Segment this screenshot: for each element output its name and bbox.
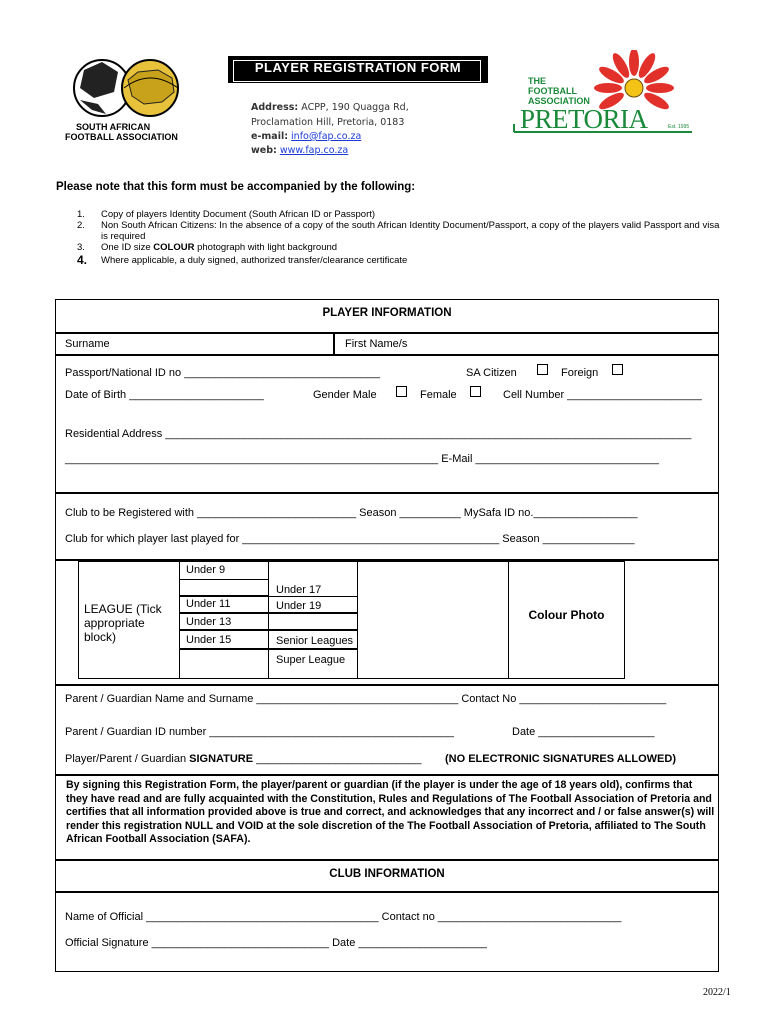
league-option-senior: Senior Leagues xyxy=(276,635,354,647)
notice-item-text: Copy of players Identity Document (South African ID or Passport) xyxy=(101,209,376,220)
league-option-under-13: Under 13 xyxy=(186,616,232,628)
cell-number-field[interactable]: Cell Number ______________________ xyxy=(503,389,702,401)
signature-line: ___________________________ xyxy=(253,753,422,765)
safa-logo-line1: SOUTH AFRICAN xyxy=(76,122,151,132)
fap-logo-line1: THE xyxy=(528,76,546,86)
name-divider xyxy=(333,333,335,355)
league-cell[interactable] xyxy=(268,613,358,630)
notice-item-number: 2. xyxy=(77,220,85,231)
safa-logo xyxy=(62,48,202,144)
official-name-field[interactable]: Name of Official ______________________________________ Contact no ______________________________ xyxy=(65,911,622,923)
residential-address-field[interactable]: Residential Address ______________________________________________________________________________________ xyxy=(65,428,692,440)
league-option-under-19: Under 19 xyxy=(276,600,322,612)
league-cell[interactable] xyxy=(179,561,269,580)
league-cell[interactable] xyxy=(179,596,269,613)
dob-field[interactable]: Date of Birth ______________________ xyxy=(65,389,264,401)
address-line2: Proclamation Hill, Pretoria, 0183 xyxy=(251,117,405,128)
parent-name-field[interactable]: Parent / Guardian Name and Surname _________________________________ Contact No ________________________ xyxy=(65,693,667,705)
surname-field[interactable]: Surname xyxy=(65,338,110,350)
player-info-heading: PLAYER INFORMATION xyxy=(322,307,452,319)
parent-id-field[interactable]: Parent / Guardian ID number ________________________________________ xyxy=(65,726,455,738)
date-field[interactable]: Date ___________________ xyxy=(512,726,655,738)
notice-heading: Please note that this form must be accompanied by the following: xyxy=(56,181,416,193)
league-cell[interactable] xyxy=(179,649,269,679)
email-field[interactable]: _____________________________________________________________ E-Mail ______________________________ xyxy=(65,453,659,465)
league-cell[interactable] xyxy=(268,630,358,649)
notice-item-text-post: photograph with light background xyxy=(194,242,338,253)
club-info-heading: CLUB INFORMATION xyxy=(329,868,445,880)
notice-item-number: 3. xyxy=(77,242,85,253)
league-cell[interactable] xyxy=(179,630,269,649)
web-label: web: xyxy=(251,145,277,156)
league-option-under-15: Under 15 xyxy=(186,634,232,646)
league-cell[interactable] xyxy=(179,564,269,596)
league-cell[interactable] xyxy=(268,649,358,679)
form-version: 2022/1 xyxy=(703,987,731,998)
club-info-box xyxy=(55,892,719,972)
foreign-checkbox[interactable] xyxy=(612,364,623,375)
email-line xyxy=(251,131,361,142)
league-option-under-11: Under 11 xyxy=(186,598,231,610)
notice-item-text xyxy=(101,242,721,253)
safa-logo-line2: FOOTBALL ASSOCIATION xyxy=(65,132,178,142)
league-spacer-cell xyxy=(357,561,509,679)
league-option-under-9: Under 9 xyxy=(186,564,226,576)
signature-prefix: Player/Parent / Guardian xyxy=(65,753,190,765)
title-frame xyxy=(233,60,481,82)
league-cell[interactable] xyxy=(268,596,358,613)
notice-item-text: Where applicable, a duly signed, authorized transfer/clearance certificate xyxy=(101,255,408,266)
signature-bold: SIGNATURE xyxy=(189,753,254,765)
address-line1 xyxy=(251,102,409,113)
notice-item-text-bold: COLOUR xyxy=(153,242,195,253)
disclaimer-text: By signing this Registration Form, the player/parent or guardian (if the player is under the age of 18 years old), confirms that they have read and are fully acquainted with the Constitution, Rules and Regulations of The Football Association of Pretoria and certifies that all information provided above is true and correct, and acknowledges that any incorrect and / or false answer(s) will render this registration NULL and VOID at the sole discretion of the The Football Association of Pretoria, affiliated to The South African Football Association (SAFA). xyxy=(66,779,715,845)
address-line1-text: ACPP, 190 Quagga Rd, xyxy=(301,102,409,113)
fap-logo-line2: FOOTBALL xyxy=(528,86,577,96)
address-label: Address: xyxy=(251,102,299,113)
web-line xyxy=(251,145,348,156)
club-history-box xyxy=(55,493,719,560)
gender-male-label: Gender Male xyxy=(313,389,377,401)
notice-item-number: 4. xyxy=(77,253,88,267)
fap-logo-line3: ASSOCIATION xyxy=(528,96,590,106)
female-label: Female xyxy=(420,389,457,401)
fap-logo-word: PRETORIA xyxy=(520,104,648,134)
sa-citizen-checkbox[interactable] xyxy=(537,364,548,375)
form-title: PLAYER REGISTRATION FORM xyxy=(229,57,487,82)
email-link[interactable]: info@fap.co.za xyxy=(291,131,362,142)
email-label: e-mail: xyxy=(251,131,289,142)
club-registered-field[interactable]: Club to be Registered with __________________________ Season __________ MySafa ID no._________________ xyxy=(65,507,638,519)
first-names-field[interactable]: First Name/s xyxy=(345,338,408,350)
web-link[interactable]: www.fap.co.za xyxy=(279,145,349,156)
fap-logo-est: Est. 1995 xyxy=(668,124,690,130)
notice-item-text-pre: One ID size xyxy=(101,242,154,253)
male-checkbox[interactable] xyxy=(396,386,407,397)
passport-field[interactable]: Passport/National ID no ________________________________ xyxy=(65,367,380,379)
female-checkbox[interactable] xyxy=(470,386,481,397)
notice-item-number: 1. xyxy=(77,209,85,220)
signature-field[interactable] xyxy=(65,753,421,765)
league-option-under-17: Under 17 xyxy=(276,584,322,596)
notice-item-text: Non South African Citizens: In the absence of a copy of the south African Identity Document/Passport, a copy of the players valid Passport and visa is required xyxy=(101,220,720,242)
sa-citizen-label: SA Citizen xyxy=(466,367,517,379)
fap-logo xyxy=(508,50,698,140)
foreign-label: Foreign xyxy=(561,367,599,379)
league-label: LEAGUE (Tick appropriate block) xyxy=(84,602,162,644)
colour-photo-label: Colour Photo xyxy=(528,608,605,622)
club-last-played-field[interactable]: Club for which player last played for __________________________________________ Season _______________ xyxy=(65,533,635,545)
league-cell[interactable] xyxy=(179,613,269,630)
official-signature-field[interactable]: Official Signature _____________________________ Date _____________________ xyxy=(65,937,487,949)
league-option-super: Super League xyxy=(276,654,346,666)
league-cell[interactable] xyxy=(268,561,358,597)
no-electronic-notice: (NO ELECTRONIC SIGNATURES ALLOWED) xyxy=(445,753,676,765)
